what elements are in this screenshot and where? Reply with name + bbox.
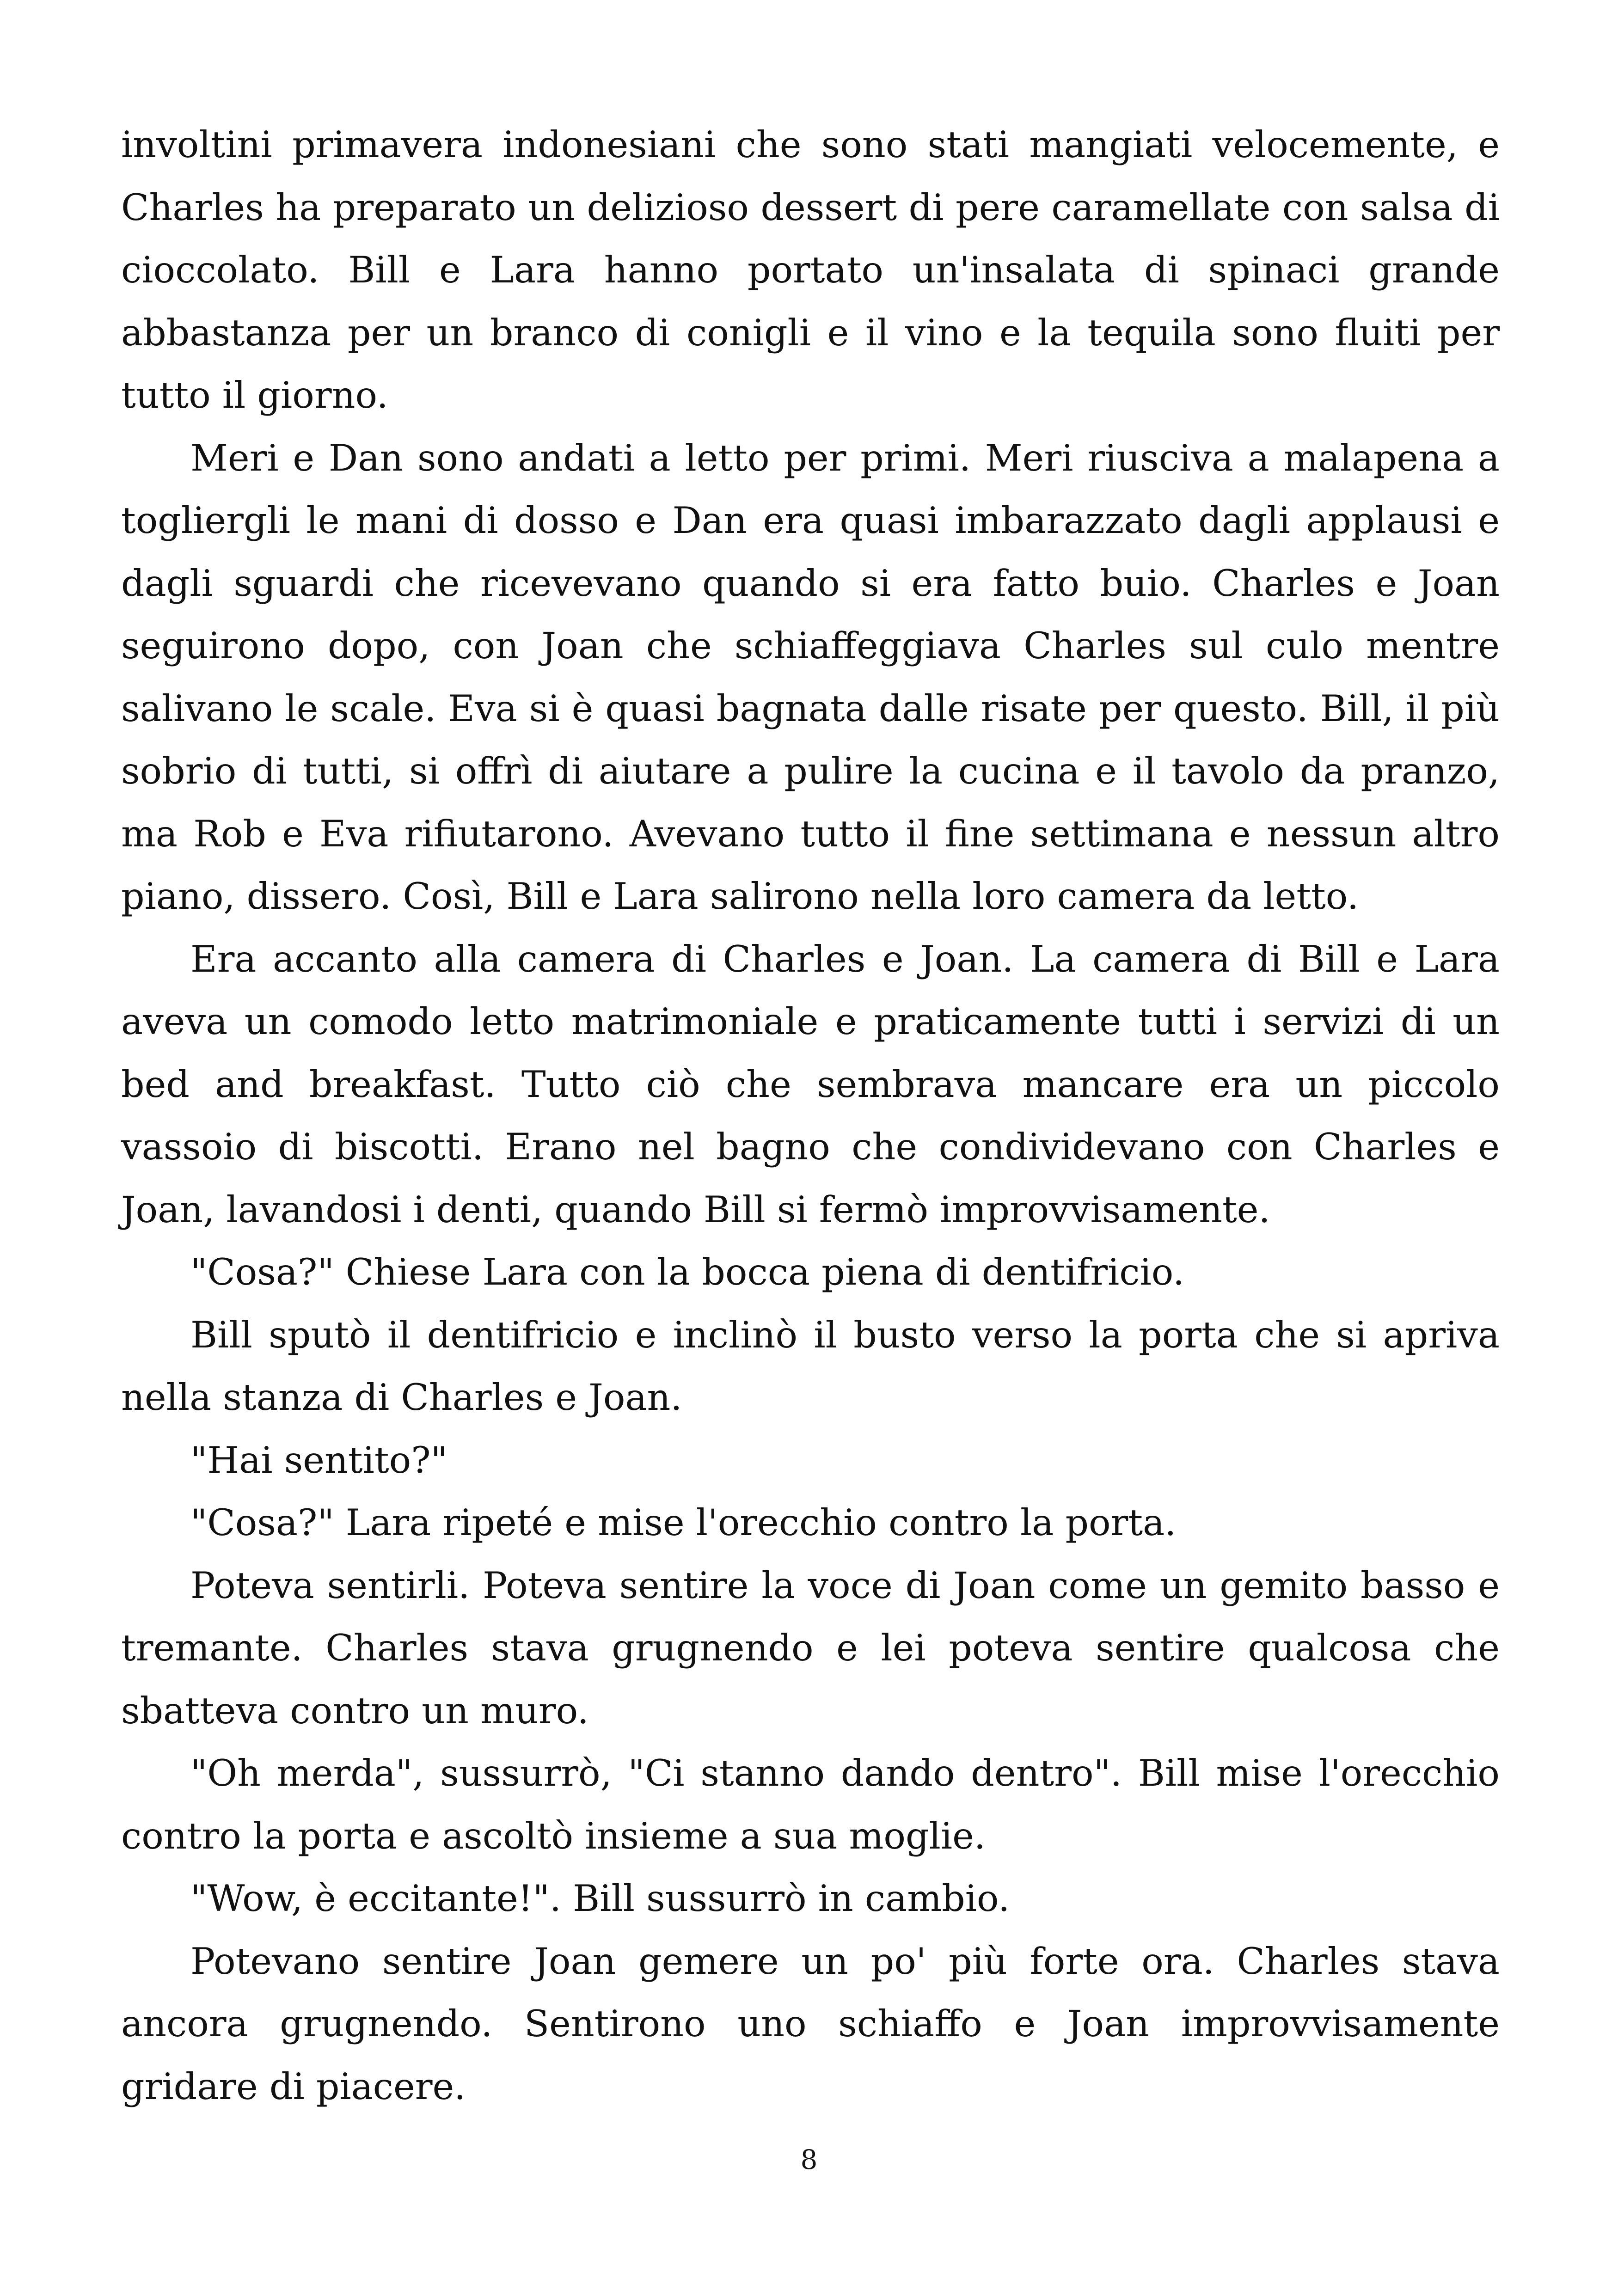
paragraph-10: "Wow, è eccitante!". Bill sussurrò in cambio. — [190, 1877, 1010, 1920]
paragraph-3: Era accanto alla camera di Charles e Joan. La camera di Bill e Lara aveva un comodo letto matrimoniale e praticamente tutti i servizi di un bed and breakfast. Tutto ciò che sembrava mancare era un piccolo vassoio di biscotti. Erano nel bagno che condividevano con Charles e Joan, lavandosi i denti, quando Bill si fermò improvvisamente. — [121, 937, 1500, 1231]
paragraph-11: Potevano sentire Joan gemere un po' più forte ora. Charles stava ancora grugnendo. Sentirono uno schiaffo e Joan improvvisamente gridare di piacere. — [121, 1940, 1500, 2108]
paragraph-1: involtini primavera indonesiani che sono stati mangiati velocemente, e Charles ha preparato un delizioso dessert di pere caramellate con salsa di cioccolato. Bill e Lara hanno portato un'insalata di spinaci grande abbastanza per un branco di conigli e il vino e la tequila sono fluiti per tutto il giorno. — [121, 123, 1500, 416]
paragraph-6: "Hai sentito?" — [190, 1439, 447, 1482]
paragraph-4: "Cosa?" Chiese Lara con la bocca piena di dentifricio. — [190, 1251, 1185, 1293]
body-text — [121, 114, 1500, 2118]
page-number: 8 — [800, 2144, 818, 2175]
paragraph-8: Poteva sentirli. Poteva sentire la voce di Joan come un gemito basso e tremante. Charles stava grugnendo e lei poteva sentire qualcosa che sbatteva contro un muro. — [121, 1564, 1500, 1732]
paragraph-9: "Oh merda", sussurrò, "Ci stanno dando dentro". Bill mise l'orecchio contro la porta e ascoltò insieme a sua moglie. — [121, 1752, 1500, 1857]
paragraph-7: "Cosa?" Lara ripeté e mise l'orecchio contro la porta. — [190, 1501, 1177, 1544]
paragraph-5: Bill sputò il dentifricio e inclinò il busto verso la porta che si apriva nella stanza di Charles e Joan. — [121, 1313, 1500, 1419]
paragraph-2: Meri e Dan sono andati a letto per primi. Meri riusciva a malapena a togliergli le mani di dosso e Dan era quasi imbarazzato dagli applausi e dagli sguardi che ricevevano quando si era fatto buio. Charles e Joan seguirono dopo, con Joan che schiaffeggiava Charles sul culo mentre salivano le scale. Eva si è quasi bagnata dalle risate per questo. Bill, il più sobrio di tutti, si offrì di aiutare a pulire la cucina e il tavolo da pranzo, ma Rob e Eva rifiutarono. Avevano tutto il fine settimana e nessun altro piano, dissero. Così, Bill e Lara salirono nella loro camera da letto. — [121, 436, 1500, 918]
